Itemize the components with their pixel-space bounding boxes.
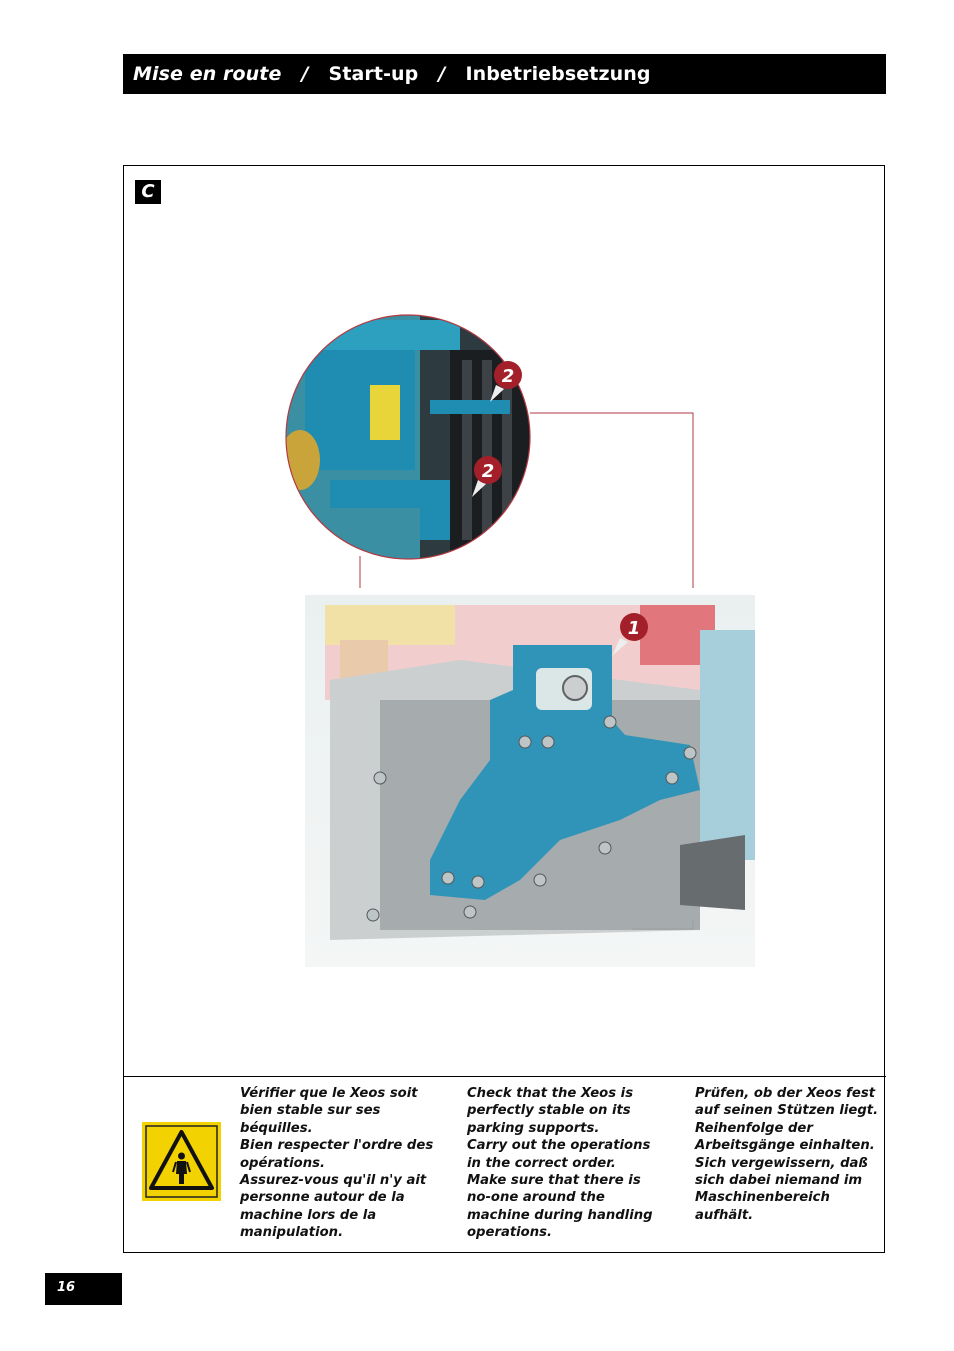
instructions-de — [695, 1085, 885, 1224]
page-number: 16 — [45, 1273, 122, 1305]
instruction-line: béquilles. — [240, 1120, 313, 1136]
header-title-en: Start-up — [328, 63, 419, 85]
header-separator: / — [438, 63, 446, 85]
instruction-line: sich dabei niemand im — [695, 1173, 863, 1189]
callout-number: 1 — [627, 618, 641, 639]
instruction-line: auf seinen Stützen liegt. — [695, 1103, 879, 1119]
instruction-line: bien stable sur ses — [240, 1103, 381, 1119]
instruction-line: Assurez-vous qu'il n'y ait — [240, 1173, 427, 1189]
instruction-line: opérations. — [240, 1155, 325, 1171]
instruction-line: Make sure that there is — [467, 1173, 641, 1189]
instruction-line: Bien respecter l'ordre des — [240, 1138, 434, 1154]
instruction-line: Vérifier que le Xeos soit — [240, 1086, 418, 1101]
instruction-line: machine during handling — [467, 1207, 653, 1223]
instruction-line: Sich vergewissern, daß — [695, 1155, 868, 1171]
instructions-fr — [240, 1085, 434, 1242]
instruction-line: perfectly stable on its — [467, 1103, 631, 1119]
instruction-line: personne autour de la — [240, 1190, 405, 1206]
header-title-fr: Mise en route — [133, 63, 282, 85]
callout-number: 2 — [481, 461, 495, 482]
instruction-line: operations. — [467, 1225, 552, 1241]
instruction-line: Carry out the operations — [467, 1138, 651, 1154]
instruction-line: in the correct order. — [467, 1155, 616, 1171]
instruction-line: parking supports. — [467, 1120, 600, 1136]
instruction-line: aufhält. — [695, 1207, 754, 1223]
header-separator: / — [301, 63, 309, 85]
header-title-de: Inbetriebsetzung — [465, 63, 651, 85]
instruction-line: Maschinenbereich — [695, 1190, 830, 1206]
detail-circle-photo — [280, 310, 540, 570]
instruction-line: Arbeitsgänge einhalten. — [695, 1138, 875, 1154]
instruction-line: Reihenfolge der — [695, 1120, 813, 1136]
warning-person-icon — [142, 1122, 221, 1201]
instruction-line: machine lors de la — [240, 1207, 377, 1223]
instruction-line: Check that the Xeos is — [467, 1086, 634, 1101]
instruction-line: no-one around the — [467, 1190, 605, 1206]
instruction-line: manipulation. — [240, 1225, 344, 1241]
section-label: C — [135, 180, 161, 204]
instructions-en — [467, 1085, 657, 1242]
instruction-line: Prüfen, ob der Xeos fest — [695, 1086, 875, 1101]
callout-number: 2 — [501, 366, 515, 387]
main-photo — [305, 595, 755, 967]
